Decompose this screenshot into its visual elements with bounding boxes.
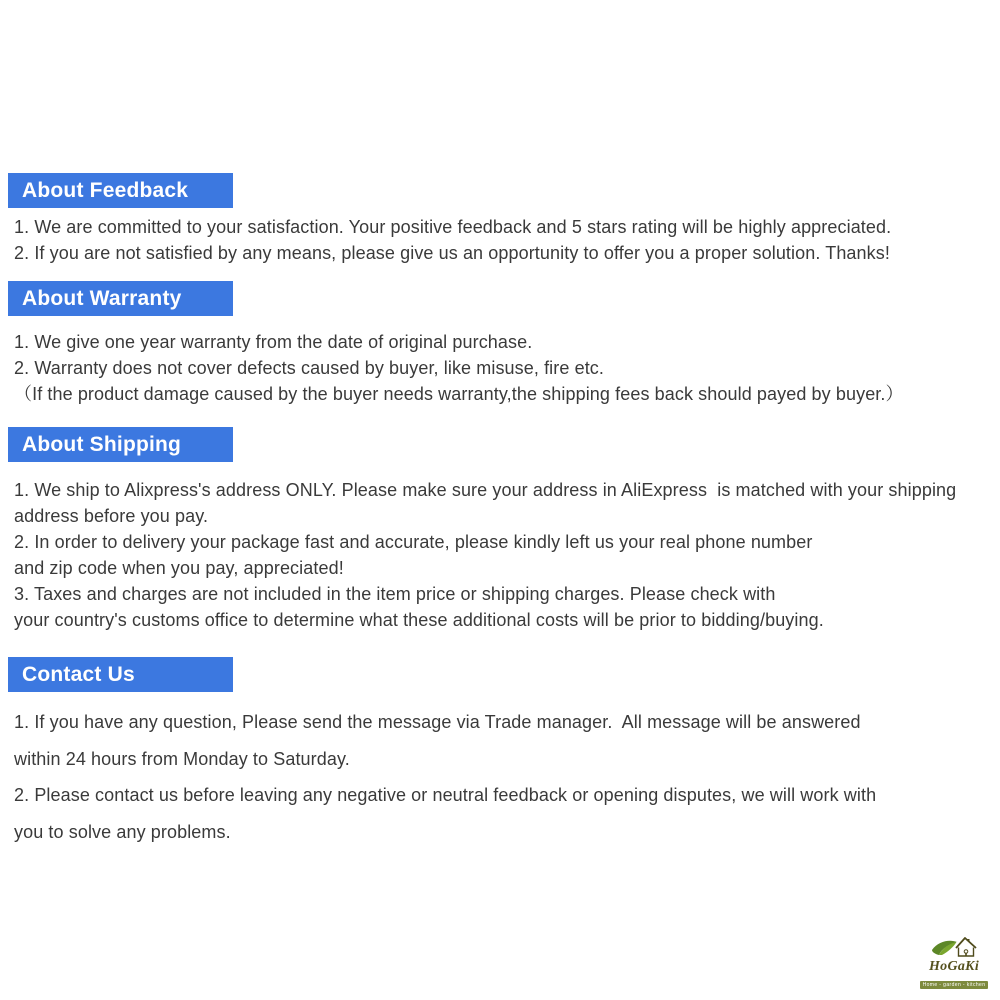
section-line: you to solve any problems. — [14, 821, 231, 842]
section-line: 3. Taxes and charges are not included in the item price or shipping charges. Please check with — [14, 584, 776, 604]
section-line: within 24 hours from Monday to Saturday. — [14, 748, 350, 769]
section-line: your country's customs office to determine what these additional costs will be prior to bidding/buying. — [14, 610, 824, 630]
section-body — [8, 704, 1000, 850]
section-header-about-shipping: About Shipping — [8, 427, 233, 462]
section-header-about-warranty: About Warranty — [8, 281, 233, 316]
section-line: address before you pay. — [14, 506, 209, 526]
section-line: 2. In order to delivery your package fast and accurate, please kindly left us your real phone number — [14, 532, 813, 552]
section-body — [8, 214, 1000, 266]
section-about-warranty — [8, 281, 1000, 407]
section-line: 2. If you are not satisfied by any means, please give us an opportunity to offer you a proper solution. Thanks! — [14, 243, 890, 263]
leaf-house-icon — [930, 935, 978, 959]
section-line: 1. We are committed to your satisfaction. Your positive feedback and 5 stars rating will be highly appreciated. — [14, 217, 892, 237]
section-body — [8, 329, 1000, 407]
section-contact-us — [8, 657, 1000, 850]
section-line: 1. If you have any question, Please send the message via Trade manager. All message will be answered — [14, 712, 861, 732]
section-line: 1. We ship to Alixpress's address ONLY. Please make sure your address in AliExpress is matched with your shipping — [14, 480, 957, 500]
section-header-about-feedback: About Feedback — [8, 173, 233, 208]
section-line: （If the product damage caused by the buyer needs warranty,the shipping fees back should payed by buyer.） — [14, 384, 904, 404]
section-body — [8, 477, 1000, 633]
section-about-feedback — [8, 173, 1000, 266]
section-about-shipping — [8, 427, 1000, 633]
brand-name: HoGaKi — [928, 959, 980, 974]
section-line: 2. Warranty does not cover defects caused by buyer, like misuse, fire etc. — [14, 358, 604, 378]
section-line: 2. Please contact us before leaving any negative or neutral feedback or opening disputes, we will work with — [14, 785, 877, 805]
brand-logo — [918, 935, 990, 990]
section-line: 1. We give one year warranty from the date of original purchase. — [14, 332, 533, 352]
brand-tagline: Home - garden - kitchen — [920, 981, 989, 989]
section-line: and zip code when you pay, appreciated! — [14, 558, 344, 578]
section-header-contact-us: Contact Us — [8, 657, 233, 692]
